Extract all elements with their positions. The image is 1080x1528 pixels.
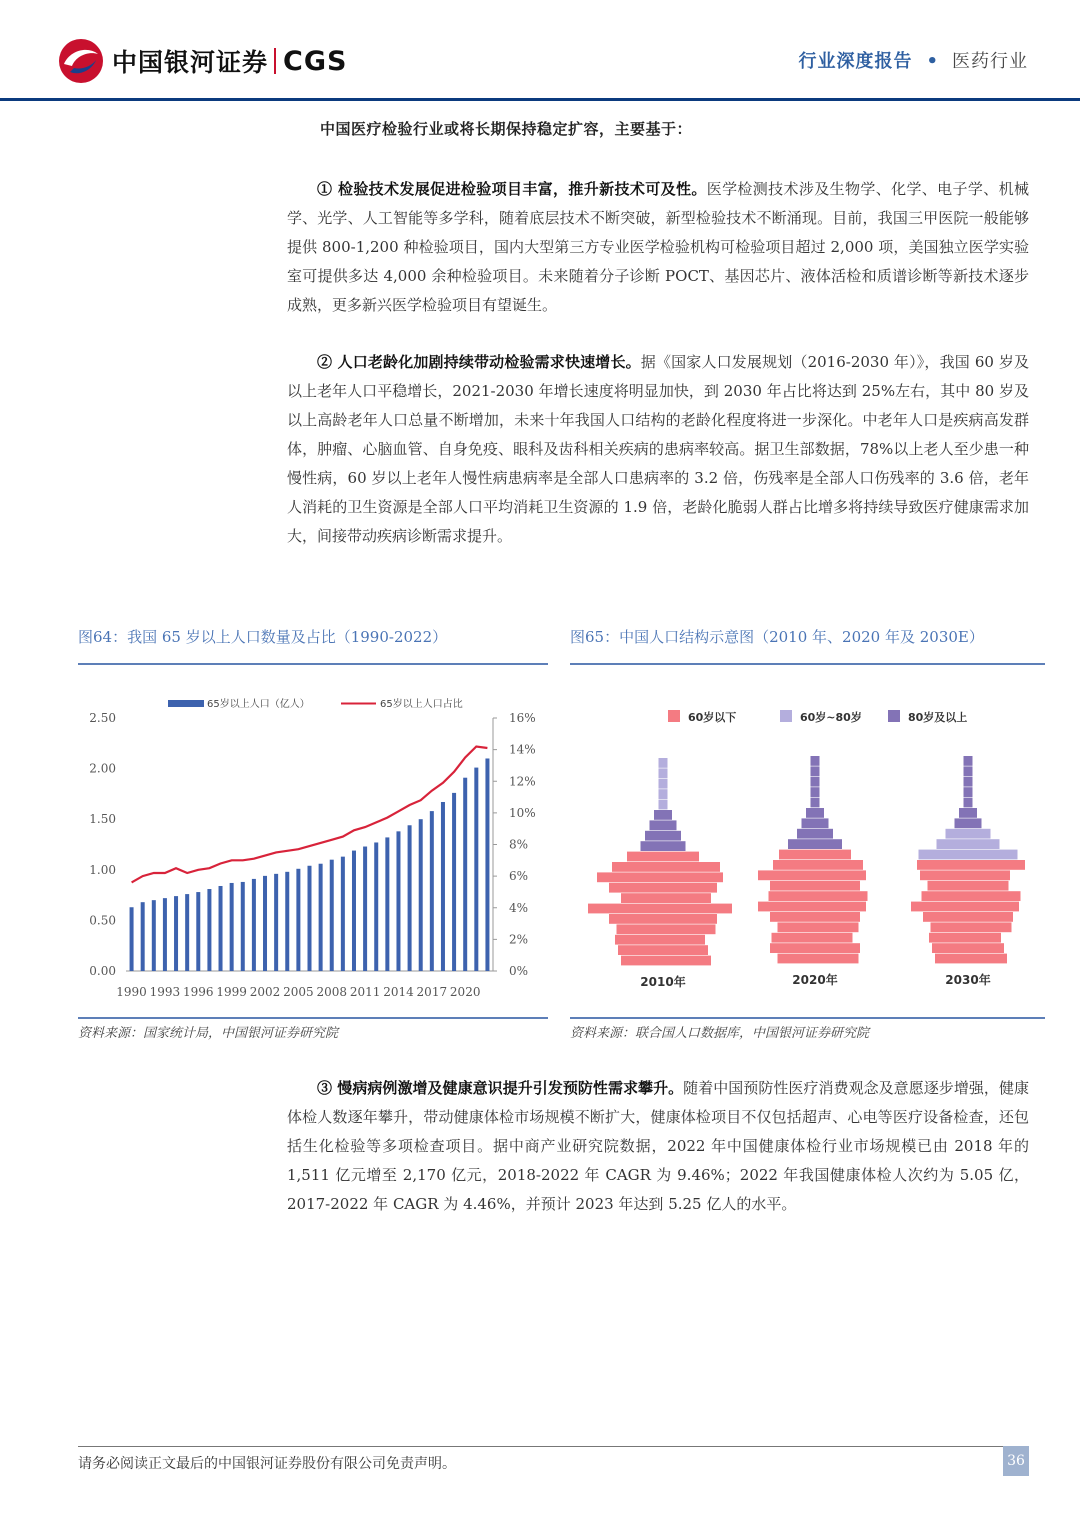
pyramid-bar <box>621 956 711 966</box>
bar <box>219 886 223 971</box>
legend-line-label: 65岁以上人口占比 <box>380 699 463 710</box>
bar <box>430 811 434 971</box>
pyramid-bar <box>588 904 732 914</box>
page-number: 36 <box>1003 1446 1029 1476</box>
pyramid-bar <box>919 850 1018 860</box>
x-tick-label: 2008 <box>316 985 348 999</box>
bar <box>274 874 278 971</box>
pyramid-bar <box>609 914 717 924</box>
bar <box>341 857 345 971</box>
bar <box>185 894 189 971</box>
fig65-title: 图65：中国人口结构示意图（2010 年、2020 年及 2030E） <box>570 628 984 646</box>
pyramid-bar <box>937 839 1000 849</box>
legend-label: 60岁以下 <box>688 711 737 724</box>
pyramid-bar <box>955 818 982 828</box>
bar <box>463 778 467 971</box>
bar <box>408 825 412 971</box>
y-left-tick-label: 2.50 <box>89 711 116 725</box>
y-left-tick-label: 0.50 <box>89 913 116 928</box>
pyramid-bar <box>964 766 973 776</box>
footer-divider <box>78 1446 1029 1447</box>
x-tick-label: 2002 <box>249 985 281 999</box>
header-divider <box>0 98 1080 101</box>
y-right-tick-label: 14% <box>509 742 536 757</box>
pyramid-bar <box>920 870 1010 880</box>
bar <box>174 896 178 971</box>
pyramid-bar <box>612 862 720 872</box>
bar <box>307 866 311 971</box>
pyramid-bar <box>659 800 668 810</box>
pyramid-bar <box>946 829 991 839</box>
pyramid-bar <box>609 883 717 893</box>
report-type: 行业深度报告 <box>798 51 913 72</box>
pyramid-bar <box>811 787 820 797</box>
fig64-top-rule <box>78 663 548 665</box>
pyramid-bar <box>964 798 973 808</box>
bar <box>252 879 256 971</box>
pyramid-bar <box>621 893 711 903</box>
logo-divider <box>274 48 276 74</box>
pyramid-bar <box>932 943 1004 953</box>
bar <box>285 872 289 971</box>
pyramid-year-label: 2010年 <box>640 975 686 989</box>
pyramid-bar <box>778 954 859 964</box>
pyramid-bar <box>758 902 866 912</box>
pyramid-bar <box>917 860 1025 870</box>
legend-swatch <box>780 710 792 722</box>
cgs-logo-mark-icon <box>58 38 104 84</box>
y-left-tick-label: 1.00 <box>89 862 116 877</box>
pyramid-bar <box>964 787 973 797</box>
y-right-tick-label: 8% <box>509 837 529 852</box>
pyramid-bar <box>811 798 820 808</box>
pyramid-bar <box>935 954 1007 964</box>
pyramid-bar <box>929 933 1001 943</box>
y-left-tick-label: 2.00 <box>89 761 116 776</box>
x-tick-label: 2020 <box>449 985 481 999</box>
page-header <box>0 0 1080 100</box>
pyramid-bar <box>769 891 868 901</box>
pyramid-year-label: 2030年 <box>945 973 991 987</box>
bar <box>152 900 156 971</box>
paragraph-1-heading: ① 检验技术发展促进检验项目丰富，推升新技术可及性。 <box>317 180 707 198</box>
pyramid-bar <box>964 777 973 787</box>
lead-sentence: 中国医疗检验行业或将长期保持稳定扩容，主要基于： <box>320 120 693 138</box>
legend-swatch <box>668 710 680 722</box>
legend-label: 60岁~80岁 <box>800 711 862 724</box>
x-tick-label: 1996 <box>183 985 214 999</box>
pyramid-bar <box>627 852 699 862</box>
pyramid-bar <box>964 756 973 766</box>
pyramid-bar <box>779 850 851 860</box>
paragraph-2-text: 据《国家人口发展规划（2016-2030 年）》，我国 60 岁及以上老年人口平稳增长，2021-2030 年增长速度将明显加快，到 2030 年占比将达到 25%左右，其中 80 岁及以上高龄老年人口总量不断增加，未来十年我国人口结构的老龄化程度将进一步深化。中老年人口是疾病高发群体，肿瘤、心脑血管、自身免疫、眼科及齿科相关疾病的患病率较高。据卫生部数据，78%以上老人至少患一种慢性病，60 岁以上老年人慢性病患病率是全部人口患病率的 3.2 倍，伤残率是全部人口伤残率的 3.6 倍，老年人消耗的卫生资源是全部人口平均消耗卫生资源的 1.9 倍，老龄化脆弱人群占比增多将持续导致医疗健康需求加大，间接带动疾病诊断需求提升。 <box>287 353 1030 545</box>
pyramid-bar <box>923 912 1013 922</box>
bar <box>385 837 389 971</box>
paragraph-3 <box>287 1074 1029 1219</box>
y-left-tick-label: 0.00 <box>89 964 116 978</box>
bar <box>230 883 234 971</box>
pyramid-bar <box>654 810 672 820</box>
pyramid-bar <box>806 808 824 818</box>
bar <box>452 793 456 971</box>
paragraph-1 <box>287 175 1029 320</box>
header-report-info <box>798 47 1028 73</box>
bar <box>141 902 145 971</box>
bar <box>396 831 400 971</box>
pyramid-year-label: 2020年 <box>792 973 838 987</box>
y-right-tick-label: 0% <box>509 964 529 978</box>
y-right-tick-label: 2% <box>509 932 529 947</box>
bar <box>163 898 167 971</box>
fig65-source: 资料来源：联合国人口数据库，中国银河证券研究院 <box>570 1026 870 1041</box>
x-tick-label: 1993 <box>149 985 181 999</box>
pyramid-bar <box>811 777 820 787</box>
pyramid-bar <box>659 779 668 789</box>
bar <box>241 882 245 971</box>
bar <box>374 842 378 971</box>
pyramid-bar <box>618 945 708 955</box>
pyramid-bar <box>645 831 681 841</box>
pyramid-bar <box>758 870 866 880</box>
paragraph-2 <box>287 348 1029 551</box>
pyramid-bar <box>788 839 842 849</box>
pyramid-bar <box>931 922 1012 932</box>
cgs-logo <box>58 38 347 84</box>
bar <box>441 802 445 971</box>
y-right-tick-label: 6% <box>509 869 529 884</box>
line-series <box>132 747 488 883</box>
bar <box>263 876 267 971</box>
fig64-source: 资料来源：国家统计局，中国银河证券研究院 <box>78 1026 339 1041</box>
paragraph-1-text: 医学检测技术涉及生物学、化学、电子学、机械学、光学、人工智能等多学科，随着底层技术不断突破，新型检验技术不断涌现。目前，我国三甲医院一般能够提供 800-1,200 种检验项目，国内大型第三方专业医学检验机构可检验项目超过 2,000 项，美国独立医学实验室可提供多达 4,000 余种检验项目。未来随着分子诊断 POCT、基因芯片、液体活检和质谱诊断等新技术逐步成熟，更多新兴医学检验项目有望诞生。 <box>287 180 1029 314</box>
y-left-tick-label: 1.50 <box>89 812 116 827</box>
pyramid-bar <box>778 922 859 932</box>
pyramid-bar <box>911 902 1019 912</box>
bar <box>196 892 200 971</box>
pyramid-bar <box>928 881 1009 891</box>
industry-name: 医药行业 <box>952 51 1028 72</box>
pyramid-bar <box>797 829 833 839</box>
paragraph-2-heading: ② 人口老龄化加剧持续带动检验需求快速增长。 <box>317 353 641 371</box>
pyramid-bar <box>811 756 820 766</box>
legend-bar-swatch <box>168 700 204 707</box>
y-right-tick-label: 16% <box>509 711 536 725</box>
bar <box>419 819 423 971</box>
bar <box>319 864 323 971</box>
bar <box>485 758 489 971</box>
pyramid-bar <box>659 789 668 799</box>
y-right-tick-label: 12% <box>509 774 536 789</box>
y-right-tick-label: 10% <box>509 805 536 820</box>
x-tick-label: 1990 <box>116 985 147 999</box>
x-tick-label: 2014 <box>383 985 414 999</box>
footer-disclaimer: 请务必阅读正文最后的中国银河证券股份有限公司免责声明。 <box>78 1456 456 1472</box>
pyramid-bar <box>772 933 853 943</box>
bar <box>352 851 356 971</box>
header-bullet: • <box>926 51 938 72</box>
bar <box>330 860 334 971</box>
pyramid-bar <box>802 818 829 828</box>
pyramid-bar <box>922 891 1021 901</box>
pyramid-bar <box>615 935 705 945</box>
bar <box>207 889 211 971</box>
paragraph-3-heading: ③ 慢病病例激增及健康意识提升引发预防性需求攀升。 <box>317 1079 684 1097</box>
y-right-tick-label: 4% <box>509 900 529 915</box>
fig64-chart <box>78 688 548 1010</box>
bar <box>296 869 300 971</box>
logo-english-name: CGS <box>283 45 348 77</box>
fig65-top-rule <box>570 663 1045 665</box>
fig64-title: 图64：我国 65 岁以上人口数量及占比（1990-2022） <box>78 628 448 646</box>
pyramid-bar <box>617 924 716 934</box>
legend-swatch <box>888 710 900 722</box>
legend-bar-label: 65岁以上人口（亿人） <box>207 699 310 710</box>
bar <box>363 847 367 971</box>
pyramid-bar <box>597 872 723 882</box>
pyramid-bar <box>773 860 863 870</box>
paragraph-3-text: 随着中国预防性医疗消费观念及意愿逐步增强，健康体检人数逐年攀升，带动健康体检市场规模不断扩大，健康体检项目不仅包括超声、心电等医疗设备检查，还包括生化检验等多项检查项目。据中商产业研究院数据，2022 年中国健康体检行业市场规模已由 2018 年的 1,511 亿元增至 2,170 亿元，2018-2022 年 CAGR 为 9.46%；2022 年我国健康体检人次约为 5.05 亿，2017-2022 年 CAGR 为 4.46%，并预计 2023 年达到 5.25 亿人的水平。 <box>287 1079 1029 1213</box>
fig64-bottom-rule <box>78 1017 548 1019</box>
bar <box>474 768 478 971</box>
pyramid-bar <box>659 758 668 768</box>
x-tick-label: 2017 <box>416 985 448 999</box>
pyramid-bar <box>770 881 860 891</box>
logo-chinese-name: 中国银河证券 <box>112 48 269 77</box>
pyramid-bar <box>770 912 860 922</box>
x-tick-label: 2005 <box>283 985 314 999</box>
pyramid-bar <box>811 766 820 776</box>
fig65-chart <box>570 690 1045 990</box>
legend-label: 80岁及以上 <box>908 711 968 724</box>
x-tick-label: 2011 <box>349 985 381 999</box>
bar <box>130 907 134 971</box>
pyramid-bar <box>650 820 677 830</box>
x-tick-label: 1999 <box>216 985 247 999</box>
pyramid-bar <box>959 808 977 818</box>
pyramid-bar <box>641 841 686 851</box>
pyramid-bar <box>659 768 668 778</box>
pyramid-bar <box>770 943 860 953</box>
fig65-bottom-rule <box>570 1017 1045 1019</box>
